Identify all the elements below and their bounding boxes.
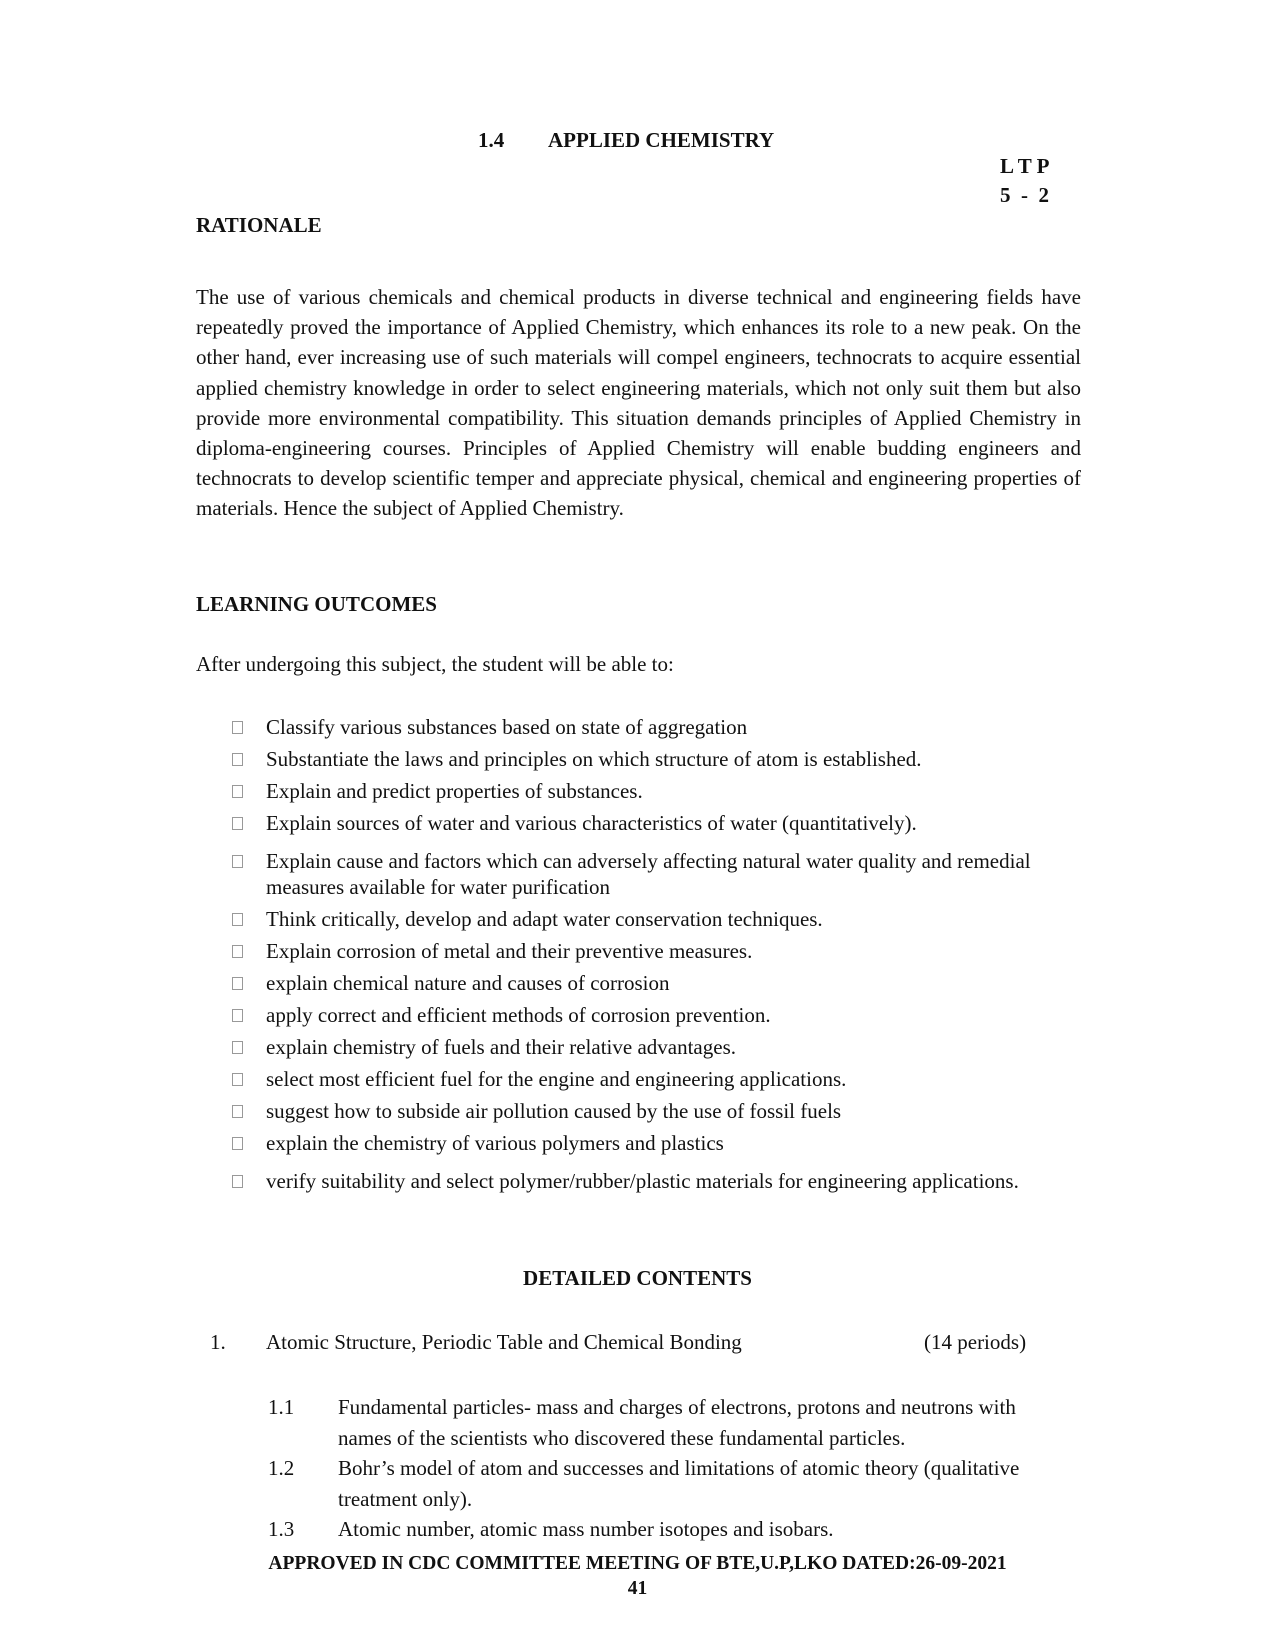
- learning-outcomes-heading: LEARNING OUTCOMES: [196, 592, 437, 616]
- checkbox-icon: [232, 785, 243, 798]
- learning-outcomes-list: [230, 714, 1070, 1194]
- checkbox-icon: [232, 977, 243, 990]
- section-number: 1.4: [478, 128, 505, 152]
- checkbox-icon: [232, 1137, 243, 1150]
- subtopic-text: Atomic number, atomic mass number isotopes and isobars.: [338, 1517, 834, 1541]
- ltp-label: L T P: [1000, 154, 1050, 178]
- checkbox-icon: [232, 913, 243, 926]
- subtopic-text: Fundamental particles- mass and charges of electrons, protons and neutrons with names of the scientists who discovered these fundamental particles.: [338, 1395, 1016, 1450]
- list-item: select most efficient fuel for the engine and engineering applications.: [230, 1066, 1070, 1092]
- list-item: Explain corrosion of metal and their preventive measures.: [230, 938, 1070, 964]
- rationale-heading: RATIONALE: [196, 213, 322, 237]
- list-item: Explain sources of water and various characteristics of water (quantitatively).: [230, 810, 1070, 836]
- checkbox-icon: [232, 855, 243, 868]
- checkbox-icon: [232, 753, 243, 766]
- subject-title: APPLIED CHEMISTRY: [548, 128, 775, 152]
- subtopic-item: [268, 1514, 1058, 1545]
- subtopic-number: 1.1: [268, 1395, 295, 1419]
- checkbox-icon: [232, 817, 243, 830]
- page-number: 41: [627, 1578, 648, 1599]
- rationale-text: The use of various chemicals and chemical products in diverse technical and engineering fields have repeatedly proved the importance of Applied Chemistry, which enhances its role to a new peak. On the other hand, ever increasing use of such materials will compel engineers, technocrats to acquire essential applied chemistry knowledge in order to select engineering materials, which not only suit them but also provide more environmental compatibility. This situation demands principles of Applied Chemistry in diploma-engineering courses. Principles of Applied Chemistry will enable budding engineers and technocrats to develop scientific temper and appreciate physical, chemical and engineering properties of materials. Hence the subject of Applied Chemistry.: [196, 285, 1081, 521]
- checkbox-icon: [232, 1175, 243, 1188]
- subtopic-number: 1.2: [268, 1456, 295, 1480]
- subtopic-item: [268, 1392, 1058, 1453]
- list-item: apply correct and efficient methods of corrosion prevention.: [230, 1002, 1070, 1028]
- subtopic-number: 1.3: [268, 1517, 295, 1541]
- list-item: Substantiate the laws and principles on which structure of atom is established.: [230, 746, 1070, 772]
- checkbox-icon: [232, 721, 243, 734]
- section-title: [478, 128, 774, 153]
- subtopic-item: [268, 1453, 1058, 1514]
- subtopic-text: Bohr’s model of atom and successes and limitations of atomic theory (qualitative treatment only).: [338, 1456, 1020, 1511]
- unit-title: Atomic Structure, Periodic Table and Chemical Bonding: [266, 1330, 742, 1354]
- approval-note: APPROVED IN CDC COMMITTEE MEETING OF BTE,U.P,LKO DATED:26-09-2021: [268, 1553, 1007, 1574]
- unit-heading: [210, 1330, 1027, 1355]
- learning-outcomes-intro: After undergoing this subject, the student will be able to:: [196, 652, 674, 676]
- list-item: explain chemical nature and causes of corrosion: [230, 970, 1070, 996]
- page-footer: [0, 1551, 1275, 1601]
- list-item: explain the chemistry of various polymers and plastics: [230, 1130, 1070, 1156]
- checkbox-icon: [232, 1105, 243, 1118]
- list-item: verify suitability and select polymer/rubber/plastic materials for engineering applications.: [230, 1168, 1070, 1194]
- list-item: suggest how to subside air pollution caused by the use of fossil fuels: [230, 1098, 1070, 1124]
- list-item: explain chemistry of fuels and their relative advantages.: [230, 1034, 1070, 1060]
- ltp-values: 5 - 2: [1000, 183, 1049, 207]
- detailed-contents-heading: DETAILED CONTENTS: [523, 1266, 752, 1290]
- checkbox-icon: [232, 1041, 243, 1054]
- list-item: Classify various substances based on state of aggregation: [230, 714, 1070, 740]
- unit-periods: (14 periods): [924, 1330, 1027, 1354]
- checkbox-icon: [232, 945, 243, 958]
- list-item: Explain and predict properties of substances.: [230, 778, 1070, 804]
- checkbox-icon: [232, 1073, 243, 1086]
- unit-number: 1.: [210, 1330, 226, 1354]
- checkbox-icon: [232, 1009, 243, 1022]
- list-item: Explain cause and factors which can adversely affecting natural water quality and remedial measures available for water purification: [230, 848, 1070, 900]
- list-item: Think critically, develop and adapt water conservation techniques.: [230, 906, 1070, 932]
